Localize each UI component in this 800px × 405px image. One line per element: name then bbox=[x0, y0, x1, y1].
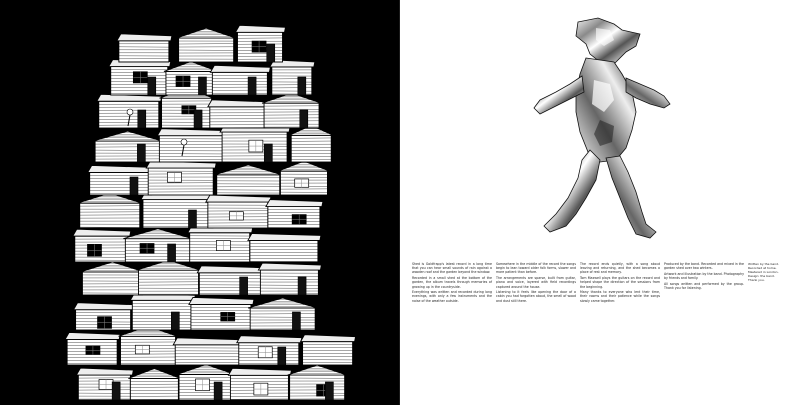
credit-line: Thank you. bbox=[748, 278, 765, 282]
paragraph: Somewhere in the middle of the record the songs begin to lean toward older folk forms, slower and more patient than before. bbox=[496, 262, 576, 275]
paragraph: Everything was written and recorded during long evenings, with only a few instruments and the noise of the weather outside. bbox=[412, 290, 492, 303]
paragraph: Listening to it feels like opening the door of a cabin you had forgotten about, the smell of wood and dust still there. bbox=[496, 290, 576, 303]
paragraph: Artwork and illustration by the band. Photography by friends and family. bbox=[664, 271, 744, 281]
paragraph: The arrangements are sparse, built from guitar, piano and voice, layered with field recordings captured around the house. bbox=[496, 276, 576, 289]
paragraph: The record ends quietly, with a song about leaving and returning, and the shed becomes a place of rest and memory. bbox=[580, 262, 660, 275]
paragraph: Produced by the band. Recorded and mixed in the garden shed over two winters. bbox=[664, 262, 745, 271]
credit-line: Recorded at home. bbox=[748, 266, 777, 270]
text-column-1 bbox=[412, 262, 492, 304]
text-column-3 bbox=[580, 262, 660, 304]
foil-figure-image bbox=[400, 0, 800, 260]
paragraph: Recorded in a small shed at the bottom of the garden, the album travels through memories of growing up in the countryside. bbox=[412, 276, 492, 289]
paragraph: Tom Maxwell plays the guitars on the record and helped shape the direction of the sessions from the beginning. bbox=[580, 276, 660, 289]
text-column-4 bbox=[664, 262, 744, 292]
text-column-2 bbox=[496, 262, 576, 304]
credit-line: Mastered in London. bbox=[748, 270, 779, 274]
text-page bbox=[400, 0, 800, 405]
credit-line: Written by the band. bbox=[748, 262, 779, 266]
paragraph: Many thanks to everyone who lent their time, their rooms and their patience while the songs slowly came together. bbox=[580, 290, 660, 303]
credit-line: Design: the band. bbox=[748, 274, 775, 278]
paragraph: Shed is Goldfrapp's latest record in a long time that you can hear small sounds of rain against a wooden roof and the garden beyond the window. bbox=[412, 262, 492, 275]
paragraph: All songs written and performed by the group. Thank you for listening. bbox=[664, 281, 744, 291]
credits-column bbox=[748, 262, 794, 282]
